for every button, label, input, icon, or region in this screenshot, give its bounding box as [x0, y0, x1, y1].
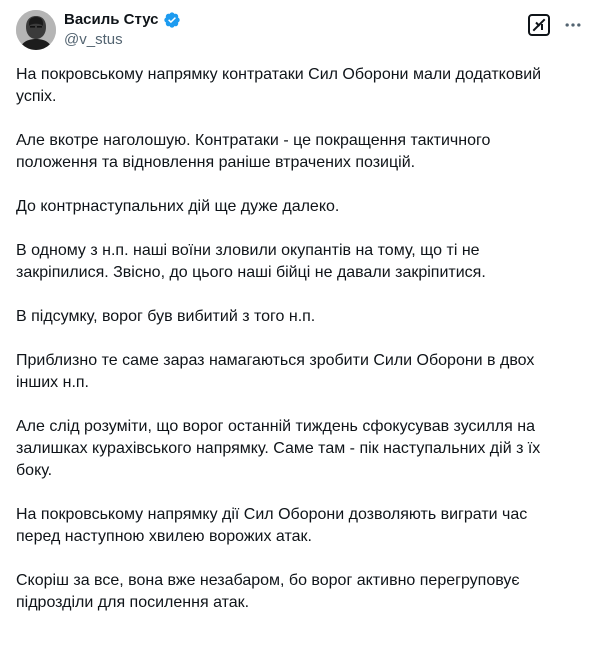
- verified-badge-icon: [163, 11, 181, 29]
- grok-button[interactable]: [526, 12, 552, 38]
- author-names: [64, 10, 181, 50]
- tweet-paragraph: В одному з н.п. наші воїни зловили окупантів на тому, що ті не закріпилися. Звісно, до цього наші бійці не давали закріпитися.: [16, 242, 486, 281]
- tweet-paragraph: В підсумку, ворог був вибитий з того н.п.: [16, 308, 316, 325]
- author-handle[interactable]: @v_stus: [64, 31, 123, 48]
- avatar[interactable]: [16, 10, 56, 50]
- tweet-paragraph: До контрнаступальних дій ще дуже далеко.: [16, 198, 340, 215]
- tweet-paragraph: Приблизно те саме зараз намагаються зробити Сили Оборони в двох інших н.п.: [16, 352, 535, 391]
- tweet-paragraph: Але слід розуміти, що ворог останній тиждень сфокусував зусилля на залишках курахівського напрямку. Саме там - пік наступальних дій з їх боку.: [16, 418, 541, 479]
- grok-icon: [527, 13, 551, 37]
- more-options-button[interactable]: [562, 14, 584, 36]
- tweet-text: [16, 64, 584, 636]
- tweet-paragraph: На покровському напрямку контратаки Сил Оборони мали додатковий успіх.: [16, 66, 542, 105]
- author-display-name[interactable]: Василь Стус: [64, 11, 159, 28]
- tweet-paragraph: На покровському напрямку дії Сил Оборони дозволяють виграти час перед наступною хвилею ворожих атак.: [16, 506, 528, 545]
- tweet-paragraph: Але вкотре наголошую. Контратаки - це покращення тактичного положення та відновлення раніше втрачених позицій.: [16, 132, 491, 171]
- portrait-avatar-icon: [16, 10, 56, 50]
- more-options-icon: [563, 15, 583, 35]
- tweet-header: [16, 8, 584, 56]
- tweet-paragraph: Скоріш за все, вона вже незабаром, бо ворог активно перегруповує підрозділи для посилення атак.: [16, 572, 520, 611]
